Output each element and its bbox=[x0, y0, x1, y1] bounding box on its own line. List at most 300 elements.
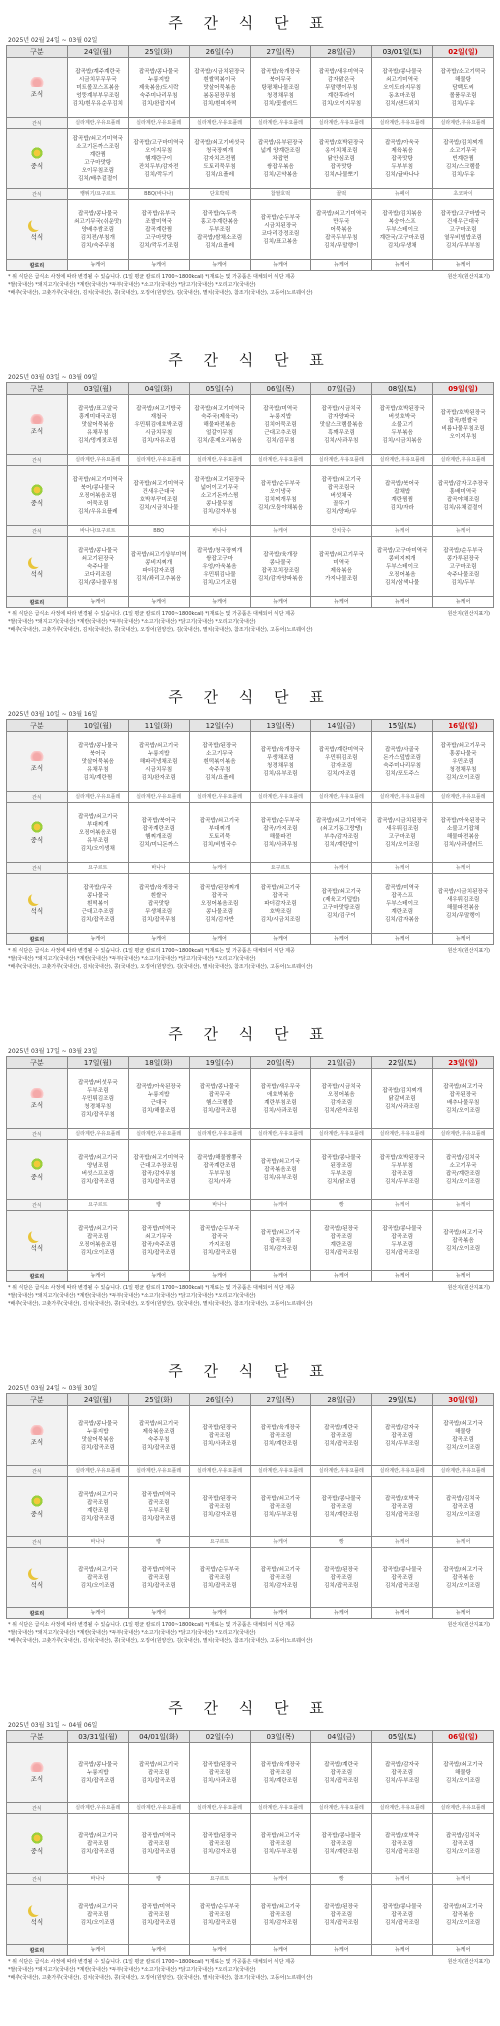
snack-morning-cell: 실라계란,우유요플레 bbox=[189, 1129, 250, 1140]
dinner-cell: 잡곡밥/콩나물국 쇠고기무국(쉬운맛) 양배추쌈조림 김치전/부침개 김치/숙주무침 bbox=[67, 200, 128, 260]
dinner-row bbox=[7, 1885, 494, 1945]
snack-morning-cell: 실라계란,우유요플레 bbox=[311, 1803, 372, 1814]
snack-afternoon-row bbox=[7, 526, 494, 537]
snack-afternoon-row bbox=[7, 1874, 494, 1885]
breakfast-label bbox=[7, 732, 68, 792]
snack-afternoon-cell: 뉴케어 bbox=[250, 526, 311, 537]
dinner-cell: 잡곡밥/청국장찌개 쌍잡고구마 우엉/아욱볶음 우민튀김나물 김치/고기조림 bbox=[189, 537, 250, 597]
snack-morning-cell: 실라계란,우유요플레 bbox=[433, 1803, 494, 1814]
dinner-cell: 잡곡밥/쇠고기국 잡곡볶음 김치/오이조림 bbox=[433, 1548, 494, 1608]
dinner-label bbox=[7, 874, 68, 934]
snack-morning-cell: 실라계란,우유요플레 bbox=[433, 455, 494, 466]
snack-afternoon-cell: 빵 bbox=[311, 1874, 372, 1885]
snack-afternoon-cell: 빵 bbox=[311, 1537, 372, 1548]
calorie-cell: 뉴케어 bbox=[372, 597, 433, 608]
dinner-cell: 잡곡밥/유부국 조쌀미역국 잡곡계란찜 고구마맛탕 김치/깍두기조림 bbox=[128, 200, 189, 260]
breakfast-label bbox=[7, 395, 68, 455]
day-header: 09일(일) bbox=[433, 383, 494, 395]
lunch-cell: 잡곡밥/쇠고기미역국 근대고추장조림 잡곡/감자무침 김치/잡곡조림 bbox=[128, 1140, 189, 1200]
calorie-cell: 뉴케어 bbox=[189, 260, 250, 271]
snack-morning-cell: 실라계란,우유요플레 bbox=[311, 1466, 372, 1477]
dinner-cell: 잡곡밥/미역국 잡곡스프 두부스테이크 계란조림 김치/감자볶음 bbox=[372, 874, 433, 934]
header-label: 구분 bbox=[7, 1731, 68, 1743]
lunch-cell: 잡곡밥/유부된장국 넓게 양계란조림 차잡면 쌍잡우볶음 김치/곤약볶음 bbox=[250, 129, 311, 189]
calorie-cell: 뉴케어 bbox=[311, 260, 372, 271]
lunch-row bbox=[7, 129, 494, 189]
lunch-cell: 잡곡밥/쇠고기국 잡곡조림 김치/두부조림 bbox=[250, 1814, 311, 1874]
snack-afternoon-cell: 뉴케어 bbox=[311, 863, 372, 874]
dinner-cell: 잡곡밥/순두부국 잡곡국 가지조림 김치/잡곡조림 bbox=[189, 1211, 250, 1271]
snack-afternoon-label-text: 간식 bbox=[32, 1539, 42, 1546]
dinner-cell: 잡곡밥/고구마밥국 건새우근대국 고구마조림 열무비빔밥조림 김치/두부부침 bbox=[433, 200, 494, 260]
header-label: 구분 bbox=[7, 1057, 68, 1069]
snack-morning-cell: 실라계란,우유요플레 bbox=[311, 455, 372, 466]
calorie-cell: 뉴케어 bbox=[433, 1945, 494, 1956]
snack-afternoon-row bbox=[7, 189, 494, 200]
breakfast-cell: 잡곡밥/육개장국 북어무국 탕평채나물조림 청경채무침 김치/꽃샐러드 bbox=[250, 58, 311, 118]
snack-morning-label-text: 간식 bbox=[32, 1805, 42, 1812]
sun-icon bbox=[30, 77, 44, 87]
breakfast-row bbox=[7, 395, 494, 455]
calorie-label-text: 칼로리 bbox=[29, 262, 45, 269]
calorie-cell: 뉴케어 bbox=[433, 1608, 494, 1619]
week-title: 주 간 식 단 표 bbox=[168, 1362, 332, 1380]
snack-afternoon-label bbox=[7, 1200, 68, 1211]
date-range: 2025년 02월 24일 ~ 03월 02일 bbox=[8, 37, 98, 44]
calorie-cell: 뉴케어 bbox=[433, 260, 494, 271]
dinner-cell: 잡곡밥/순두부국 콩가루된장국 고구마조림 숙주나물조림 김치/두부 bbox=[433, 537, 494, 597]
breakfast-cell: 잡곡밥/육개장국 무생채조림 청경채무침 김치/유부조림 bbox=[250, 732, 311, 792]
lunch-cell: 잡곡밥/콩나물국 잡곡조림 김치/계란조림 bbox=[311, 1814, 372, 1874]
note-line: *쌀(국내산) *돼지고기(국내산) *계란(국내산) *두부(국내산) *소고기(국내산) *닭고기(국내산) *오리고기(국내산) bbox=[8, 956, 256, 962]
day-header: 27일(목) bbox=[250, 46, 311, 58]
day-header: 25일(화) bbox=[128, 1394, 189, 1406]
snack-morning-cell: 실라계란,우유요플레 bbox=[189, 1803, 250, 1814]
dinner-label bbox=[7, 1548, 68, 1608]
calorie-label bbox=[7, 934, 68, 945]
week-section bbox=[6, 674, 494, 1011]
breakfast-cell: 잡곡밥/쇠고기국 잡곡된장국 배추나물무침 김치/오이조림 bbox=[433, 1069, 494, 1129]
calorie-cell: 뉴케어 bbox=[128, 1608, 189, 1619]
dinner-cell: 잡곡밥/콩나물국 잡곡조림 김치/잡곡조림 bbox=[372, 1885, 433, 1945]
snack-morning-cell: 실라계란,우유요플레 bbox=[128, 1129, 189, 1140]
lunch-cell: 잡곡밥/쇠고기국 부대찌개 도토리묵 김치/비빔국수 bbox=[189, 803, 250, 863]
snack-afternoon-cell: 꿀떡 bbox=[311, 189, 372, 200]
note-line: * 위 식단은 급식소 사정에 따라 변경될 수 있습니다. (1일 평균 칼로리 1700~1800kcal) *(재료는 및 가공품은 대체되어 식단 제공 bbox=[8, 274, 295, 280]
lunch-cell: 잡곡밥/쇠고기미역국 (쇠고기동그랑땡) 부추/감자조림 김치/계란말이 bbox=[311, 803, 372, 863]
calorie-label bbox=[7, 597, 68, 608]
calorie-cell: 뉴케어 bbox=[250, 1271, 311, 1282]
breakfast-label-text: 조식 bbox=[30, 90, 44, 98]
lunch-cell: 잡곡밥/순두부국 오이냉국 김치찌개무침 김치/모둠야채볶음 bbox=[250, 466, 311, 526]
calorie-cell: 뉴케어 bbox=[372, 260, 433, 271]
snack-morning-label bbox=[7, 1466, 68, 1477]
midday-icon bbox=[30, 147, 44, 159]
note-line: *쌀(국내산) *돼지고기(국내산) *계란(국내산) *두부(국내산) *소고기(국내산) *닭고기(국내산) *오리고기(국내산) bbox=[8, 1630, 256, 1636]
breakfast-cell: 잡곡밥/시금치국 감자양파국 맛살스크램블볶음 흑깨무조림 김치/사과무침 bbox=[311, 395, 372, 455]
breakfast-cell: 잡곡밥/쇠고기국 제육볶음조림 숙주무침 김치/잡곡조림 bbox=[128, 1406, 189, 1466]
snack-morning-cell: 실라계란,우유요플레 bbox=[433, 1466, 494, 1477]
breakfast-row bbox=[7, 1406, 494, 1466]
lunch-cell: 잡곡밥/호박된장국 두부부침 잡곡조림 김치/두부조림 bbox=[372, 1140, 433, 1200]
calorie-cell: 뉴케어 bbox=[311, 934, 372, 945]
snack-morning-cell: 실라계란,우유요플레 bbox=[67, 1803, 128, 1814]
snack-morning-label bbox=[7, 792, 68, 803]
breakfast-cell: 잡곡밥/계란국 잡곡조림 김치/잡곡조림 bbox=[311, 1406, 372, 1466]
week-title: 주 간 식 단 표 bbox=[168, 14, 332, 32]
lunch-row bbox=[7, 1814, 494, 1874]
breakfast-cell: 잡곡밥/계란미역국 우민튀김조림 감자조림 김치/자조림 bbox=[311, 732, 372, 792]
breakfast-label bbox=[7, 1069, 68, 1129]
snack-morning-cell: 실라계란,우유요플레 bbox=[433, 792, 494, 803]
day-header: 15일(토) bbox=[372, 720, 433, 732]
breakfast-label-text: 조식 bbox=[30, 764, 44, 772]
snack-afternoon-cell: 뉴케어 bbox=[250, 1874, 311, 1885]
date-range: 2025년 03월 10일 ~ 03월 16일 bbox=[8, 711, 98, 718]
day-header: 03일(월) bbox=[67, 383, 128, 395]
lunch-cell: 잡곡밥/쇠고기국 잡곡조림국 버섯채국 꼴뚜기 김치/양파/무 bbox=[311, 466, 372, 526]
dinner-row bbox=[7, 1548, 494, 1608]
calorie-row bbox=[7, 597, 494, 608]
snack-afternoon-label-text: 간식 bbox=[32, 528, 42, 535]
snack-afternoon-label bbox=[7, 1537, 68, 1548]
lunch-cell: 잡곡밥/고구마미역국 오이지무침 햄계란구이 잔치두부/감자전 김치/깍두기 bbox=[128, 129, 189, 189]
lunch-cell: 잡곡밥/콩나물국 잡곡조림 김치/계란조림 bbox=[311, 1477, 372, 1537]
dinner-label bbox=[7, 1211, 68, 1271]
breakfast-cell: 잡곡밥/김치찌개 닭갈비조림 김치/사과조림 bbox=[372, 1069, 433, 1129]
midday-icon bbox=[30, 1832, 44, 1844]
snack-morning-row bbox=[7, 1129, 494, 1140]
sun-icon bbox=[30, 1425, 44, 1435]
lunch-cell: 잡곡밥/북어국 잡곡계란조림 햄찌개조림 김치/미니돈까스 bbox=[128, 803, 189, 863]
day-header: 03일(목) bbox=[250, 1731, 311, 1743]
breakfast-label bbox=[7, 58, 68, 118]
day-header: 11일(화) bbox=[128, 720, 189, 732]
calorie-cell: 뉴케어 bbox=[128, 597, 189, 608]
breakfast-cell: 잡곡밥/쇠고기국 해물탕 김치/오이조림 bbox=[433, 1743, 494, 1803]
calorie-cell: 뉴케어 bbox=[250, 1608, 311, 1619]
lunch-label bbox=[7, 1477, 68, 1537]
note-line: * 위 식단은 급식소 사정에 따라 변경될 수 있습니다. (1일 평균 칼로리 1700~1800kcal) *(재료는 및 가공품은 대체되어 식단 제공 bbox=[8, 1959, 295, 1965]
calorie-cell: 뉴케어 bbox=[189, 1945, 250, 1956]
lunch-cell: 잡곡밥/쇠고기국 잡곡조림 계란조림 김치/잡곡조림 bbox=[67, 1477, 128, 1537]
snack-morning-cell: 실라계란,우유요플레 bbox=[433, 1129, 494, 1140]
snack-afternoon-cell: 요구르트 bbox=[250, 863, 311, 874]
snack-morning-cell: 실라계란,우유요플레 bbox=[67, 118, 128, 129]
snack-morning-row bbox=[7, 792, 494, 803]
snack-afternoon-cell: 뻥튀기/요구르트 bbox=[67, 189, 128, 200]
footer-notes bbox=[6, 608, 494, 636]
lunch-cell: 잡곡밥/쇠고기국 부대찌개 오징어볶음조림 유부조림 김치/오이생채 bbox=[67, 803, 128, 863]
snack-morning-cell: 실라계란,우유요플레 bbox=[250, 118, 311, 129]
dinner-label-text: 석식 bbox=[30, 907, 44, 915]
dinner-cell: 잡곡밥/쇠고기국 잡곡조림 오징어볶음조림 김치/오이조림 bbox=[67, 1211, 128, 1271]
snack-afternoon-cell: 빵 bbox=[128, 1874, 189, 1885]
breakfast-label-text: 조식 bbox=[30, 1775, 44, 1783]
note-line: *쌀(국내산) *돼지고기(국내산) *계란(국내산) *두부(국내산) *소고기(국내산) *닭고기(국내산) *오리고기(국내산) bbox=[8, 619, 256, 625]
date-range: 2025년 03월 03일 ~ 03월 09일 bbox=[8, 374, 98, 381]
snack-morning-cell: 실라계란,우유요플레 bbox=[311, 118, 372, 129]
dinner-cell: 잡곡밥/된장찌개 잡곡국 오징어볶음조림 콩나물조림 김치/김자반 bbox=[189, 874, 250, 934]
snack-morning-cell: 실라계란,우유요플레 bbox=[372, 1466, 433, 1477]
week-title: 주 간 식 단 표 bbox=[168, 351, 332, 369]
breakfast-cell: 잡곡밥/계란국 잡곡조림 김치/잡곡조림 bbox=[311, 1743, 372, 1803]
dinner-cell: 잡곡밥/쇠고기국 잡곡조림 김치/감자조림 bbox=[250, 1548, 311, 1608]
breakfast-cell: 잡곡밥/콩나물국 누룽지밥 김치/잡곡조림 bbox=[67, 1743, 128, 1803]
week-section bbox=[6, 337, 494, 674]
lunch-cell: 잡곡밥/쇠고기국 잡곡조림 김치/잡곡조림 bbox=[67, 1814, 128, 1874]
calorie-label-text: 칼로리 bbox=[29, 1610, 45, 1617]
breakfast-row bbox=[7, 1069, 494, 1129]
lunch-row bbox=[7, 1477, 494, 1537]
lunch-cell: 잡곡밥/김치국 잡곡조림 김치/오이조림 bbox=[433, 1814, 494, 1874]
lunch-cell: 잡곡밥/콩나물국 된장조림 두부조림 김치/닭조림 bbox=[311, 1140, 372, 1200]
calorie-label bbox=[7, 1608, 68, 1619]
dinner-cell: 잡곡밥/된장국 잡곡조림 김치/잡곡조림 bbox=[311, 1548, 372, 1608]
snack-afternoon-label bbox=[7, 1874, 68, 1885]
breakfast-label bbox=[7, 1406, 68, 1466]
dinner-cell: 잡곡밥/콩나물국 잡곡조림 김치/잡곡조림 bbox=[372, 1548, 433, 1608]
snack-morning-cell: 실라계란,우유요플레 bbox=[372, 1803, 433, 1814]
breakfast-cell: 잡곡밥/육개장국 잡곡조림 김치/계란조림 bbox=[250, 1743, 311, 1803]
origin-note: 원산지(원산지표기) bbox=[447, 1285, 490, 1291]
dinner-label-text: 석식 bbox=[30, 233, 44, 241]
footer-notes bbox=[6, 271, 494, 299]
date-range: 2025년 03월 31일 ~ 04월 06일 bbox=[8, 1722, 98, 1729]
breakfast-cell: 잡곡밥/사골국 돈가스덮밥조림 숙주미나리무침 김치/포도주스 bbox=[372, 732, 433, 792]
breakfast-cell: 잡곡밥/소고기떡국 해물탕 담백도씨 볼품무조림 김치/두유 bbox=[433, 58, 494, 118]
breakfast-cell: 잡곡밥/콩나물국 잡곡무국 햄스크램블 김치/잡곡조림 bbox=[189, 1069, 250, 1129]
day-header: 04일(금) bbox=[311, 1731, 372, 1743]
header-row bbox=[7, 720, 494, 732]
dinner-cell: 잡곡밥/된장국 잡곡조림 김치/잡곡조림 bbox=[311, 1885, 372, 1945]
lunch-label-text: 중식 bbox=[30, 836, 44, 844]
lunch-cell: 잡곡밥/호박된장국 옹이치채조림 닭안심조림 잡곡맛탕 김치/나물뽀기 bbox=[311, 129, 372, 189]
note-line: *쌀(국내산) *돼지고기(국내산) *계란(국내산) *두부(국내산) *소고기(국내산) *닭고기(국내산) *오리고기(국내산) bbox=[8, 282, 256, 288]
snack-afternoon-cell: 뉴케어 bbox=[372, 1200, 433, 1211]
snack-afternoon-cell: 뉴케어 bbox=[189, 863, 250, 874]
breakfast-cell: 잡곡밥/계주계란국 시금치무무무국 미트볼꼬스프볶음 엉뚱계부부무조림 김치/흰우유순무김치 bbox=[67, 58, 128, 118]
lunch-cell: 잡곡밥/북어국 잡채밥 계란찜찜 김치/자라 bbox=[372, 466, 433, 526]
calorie-cell: 뉴케어 bbox=[250, 597, 311, 608]
breakfast-cell: 잡곡밥/육개장국 잡곡조림 김치/계란조림 bbox=[250, 1406, 311, 1466]
breakfast-cell: 잡곡밥/된장국 소고기무국 흰떡볶이볶음 숙주무침 김치/요플레 bbox=[189, 732, 250, 792]
snack-afternoon-row bbox=[7, 863, 494, 874]
header-row bbox=[7, 46, 494, 58]
snack-morning-cell: 실라계란,우유요플레 bbox=[250, 792, 311, 803]
breakfast-cell: 잡곡밥/새우미역국 감자맑은국 무말랭이무침 계란후라이 김치/오이지무침 bbox=[311, 58, 372, 118]
breakfast-cell: 잡곡밥/된장국 잡곡조림 김치/사과조림 bbox=[189, 1406, 250, 1466]
dinner-cell: 잡곡밥/쇠고기미역국 만두국 어묵볶음 잡곡두부무침 김치/무말랭이 bbox=[311, 200, 372, 260]
lunch-cell: 잡곡밥/쇠고기국 양념조림 버섯스프조림 김치/잡곡조림 bbox=[67, 1140, 128, 1200]
calorie-label bbox=[7, 260, 68, 271]
calorie-cell: 뉴케어 bbox=[128, 1945, 189, 1956]
week-section bbox=[6, 1685, 494, 2022]
moon-icon bbox=[31, 555, 43, 567]
breakfast-cell: 잡곡밥/콩나물국 누룽지밥 맛살어묵볶음 김치/잡곡조림 bbox=[67, 1406, 128, 1466]
calorie-label-text: 칼로리 bbox=[29, 936, 45, 943]
snack-afternoon-cell: 바나나 bbox=[67, 1874, 128, 1885]
lunch-cell: 잡곡밥/아욱된장국 소불고기잡채 해물파전볶음 김치/사과샐러드 bbox=[433, 803, 494, 863]
dinner-label bbox=[7, 1885, 68, 1945]
lunch-cell: 잡곡밥/김치찌개 소고기무국 빈계란찜 김치/스크램블 김치/두유 bbox=[433, 129, 494, 189]
dinner-cell: 잡곡밥/시금치된장국 새우튀김조림 해물파전볶음 김치/무말랭이 bbox=[433, 874, 494, 934]
dinner-cell: 잡곡밥/쇠고기국 잡곡조림 김치/오이조림 bbox=[67, 1548, 128, 1608]
day-header: 29일(토) bbox=[372, 1394, 433, 1406]
dinner-cell: 잡곡밥/쇠고기상부미역 콩비지찌개 파더감자조림 김치/꽈리고추볶음 bbox=[128, 537, 189, 597]
snack-morning-cell: 실라계란,우유요플레 bbox=[67, 792, 128, 803]
snack-afternoon-cell: 뉴케어 bbox=[433, 1874, 494, 1885]
snack-morning-label-text: 간식 bbox=[32, 1468, 42, 1475]
week-section bbox=[6, 1011, 494, 1348]
note-line: *배추(국내산), 고춧가루(국내산), 김치(국내산), 콩(국내산), 오징어(원양산), 김(국내산), 멸치(국내산), 참조기(국내산), 고등어(노르웨이산) bbox=[8, 1301, 313, 1307]
lunch-label bbox=[7, 466, 68, 526]
snack-afternoon-cell: 뉴케어 bbox=[372, 1874, 433, 1885]
menu-table bbox=[6, 1730, 494, 1956]
breakfast-label bbox=[7, 1743, 68, 1803]
snack-morning-row bbox=[7, 1466, 494, 1477]
note-line: *쌀(국내산) *돼지고기(국내산) *계란(국내산) *두부(국내산) *소고기(국내산) *닭고기(국내산) *오리고기(국내산) bbox=[8, 1293, 256, 1299]
calorie-row bbox=[7, 260, 494, 271]
midday-icon bbox=[30, 1158, 44, 1170]
dinner-label-text: 석식 bbox=[30, 1581, 44, 1589]
dinner-cell: 잡곡밥/육개장 콩나물국 잡곡꼬치장조림 김치/감자양파볶음 bbox=[250, 537, 311, 597]
breakfast-cell: 잡곡밥/된장국 잡곡조림 김치/사과조림 bbox=[189, 1743, 250, 1803]
calorie-row bbox=[7, 1608, 494, 1619]
snack-morning-cell: 실라계란,우유요플레 bbox=[189, 1466, 250, 1477]
lunch-cell: 잡곡밥/쇠고기버섯국 청국장찌개 감자치즈전찜 도토리묵무침 김치/요플레 bbox=[189, 129, 250, 189]
menu-table bbox=[6, 719, 494, 945]
lunch-cell: 잡곡밥/순두부국 잡곡/가지조림 해물파전 김치/사과무침 bbox=[250, 803, 311, 863]
menu-table bbox=[6, 45, 494, 271]
calorie-cell: 뉴케어 bbox=[67, 1271, 128, 1282]
calorie-cell: 뉴케어 bbox=[67, 1608, 128, 1619]
dinner-row bbox=[7, 1211, 494, 1271]
day-header: 05일(토) bbox=[372, 1731, 433, 1743]
lunch-cell: 잡곡밥/김치국 소고기무국 잡곡/계란조림 김치/오이조림 bbox=[433, 1140, 494, 1200]
breakfast-cell: 잡곡밥/쇠고기국 해물탕 잡곡조림 김치/오이조림 bbox=[433, 1406, 494, 1466]
snack-morning-label bbox=[7, 118, 68, 129]
footer-notes bbox=[6, 945, 494, 973]
lunch-cell: 잡곡밥/쇠고기미역국 소고기돈까스조림 계란찜 고구마맛탕 오이무침조림 김치/배추겉절이 bbox=[67, 129, 128, 189]
sun-icon bbox=[30, 1088, 44, 1098]
week-title: 주 간 식 단 표 bbox=[168, 1699, 332, 1717]
dinner-label bbox=[7, 537, 68, 597]
calorie-cell: 뉴케어 bbox=[67, 934, 128, 945]
lunch-cell: 잡곡밥/시금치된장국 새우튀김조림 고구마조림 김치/오이조림 bbox=[372, 803, 433, 863]
calorie-label bbox=[7, 1271, 68, 1282]
snack-morning-cell: 실라계란,우유요플레 bbox=[128, 792, 189, 803]
moon-icon bbox=[31, 1229, 43, 1241]
snack-afternoon-cell: 빵 bbox=[311, 1200, 372, 1211]
day-header: 24일(월) bbox=[67, 46, 128, 58]
dinner-cell: 잡곡밥/녹두죽 홍고추계란볶음 두부조림 잡곡밥/쌈채소조림 김치/요플레 bbox=[189, 200, 250, 260]
snack-afternoon-row bbox=[7, 1537, 494, 1548]
snack-morning-cell: 실라계란,우유요플레 bbox=[250, 455, 311, 466]
day-header: 27일(목) bbox=[250, 1394, 311, 1406]
dinner-cell: 잡곡밥/된장국 잡곡조림 계란조림 김치/잡곡조림 bbox=[311, 1211, 372, 1271]
dinner-cell: 잡곡밥/순두부국 시금치된장국 코다리강정조림 김치/표고볶음 bbox=[250, 200, 311, 260]
day-header: 28일(금) bbox=[311, 1394, 372, 1406]
header-label: 구분 bbox=[7, 383, 68, 395]
calorie-row bbox=[7, 1945, 494, 1956]
day-header: 08일(토) bbox=[372, 383, 433, 395]
snack-afternoon-cell: 바나나 bbox=[189, 526, 250, 537]
lunch-label bbox=[7, 803, 68, 863]
snack-afternoon-cell: 뉴케어 bbox=[250, 1537, 311, 1548]
calorie-cell: 뉴케어 bbox=[372, 1608, 433, 1619]
day-header: 07일(금) bbox=[311, 383, 372, 395]
calorie-cell: 뉴케어 bbox=[128, 260, 189, 271]
snack-afternoon-label-text: 간식 bbox=[32, 191, 42, 198]
midday-icon bbox=[30, 484, 44, 496]
calorie-cell: 뉴케어 bbox=[372, 934, 433, 945]
dinner-cell: 잡곡밥/김치볶음 복숭아스프 두부스테이크 계란국/고구마조림 김치/무생채 bbox=[372, 200, 433, 260]
lunch-cell: 잡곡밥/해물짬뽕국 잡곡계란조림 두부무침 김치/사과 bbox=[189, 1140, 250, 1200]
sun-icon bbox=[30, 751, 44, 761]
dinner-cell: 잡곡밥/미역국 쇠고기무국 잡곡/숙주조림 김치/잡곡조림 bbox=[128, 1211, 189, 1271]
dinner-cell: 잡곡밥/육개장국 흰쌀국 잡곡맛탕 무생채조림 김치/잡곡무침 bbox=[128, 874, 189, 934]
snack-afternoon-cell: BBQ bbox=[128, 526, 189, 537]
breakfast-cell: 잡곡밥/콩나물국 쇠고기미역국 오이도라지무침 동초마조림 김치/샌드위치 bbox=[372, 58, 433, 118]
day-header: 06일(일) bbox=[433, 1731, 494, 1743]
day-header: 20일(목) bbox=[250, 1057, 311, 1069]
note-line: *배추(국내산), 고춧가루(국내산), 김치(국내산), 콩(국내산), 오징어(원양산), 김(국내산), 멸치(국내산), 참조기(국내산), 고등어(노르웨이산) bbox=[8, 627, 313, 633]
day-header: 30일(일) bbox=[433, 1394, 494, 1406]
snack-morning-label-text: 간식 bbox=[32, 120, 42, 127]
calorie-cell: 뉴케어 bbox=[311, 597, 372, 608]
dinner-cell: 잡곡밥/고구마미역국 콩비지찌개 두부스테이크 오징어볶음 김치/삼색나물 bbox=[372, 537, 433, 597]
snack-afternoon-cell: 뉴페이 bbox=[372, 189, 433, 200]
breakfast-cell: 잡곡밥/감자국 잡곡조림 김치/두부조림 bbox=[372, 1743, 433, 1803]
snack-afternoon-row bbox=[7, 1200, 494, 1211]
midday-icon bbox=[30, 821, 44, 833]
header-row bbox=[7, 1057, 494, 1069]
breakfast-cell: 잡곡밥/쇠고기미역국 숙주국(제육국) 해물파전볶음 얼갈이무침 김치/훈제오리볶음 bbox=[189, 395, 250, 455]
lunch-cell: 잡곡밥/쇠고기국 잡곡조림 김치/두부조림 bbox=[250, 1477, 311, 1537]
breakfast-cell: 잡곡밥/미역국 누룽지밥 김치어묵조림 근대고추조림 김치/김무침 bbox=[250, 395, 311, 455]
moon-icon bbox=[31, 1903, 43, 1915]
sun-icon bbox=[30, 414, 44, 424]
breakfast-row bbox=[7, 1743, 494, 1803]
dinner-cell: 잡곡밥/쇠고기국 잡곡볶음 김치/오이조림 bbox=[433, 1885, 494, 1945]
snack-morning-cell: 실라계란,우유요플레 bbox=[433, 118, 494, 129]
breakfast-cell: 잡곡밥/아욱된장국 누룽지밥 근대국 김치/해물조림 bbox=[128, 1069, 189, 1129]
snack-afternoon-label-text: 간식 bbox=[32, 1876, 42, 1883]
moon-icon bbox=[31, 1566, 43, 1578]
day-header: 22일(토) bbox=[372, 1057, 433, 1069]
day-header: 05일(수) bbox=[189, 383, 250, 395]
day-header: 06일(목) bbox=[250, 383, 311, 395]
note-line: *배추(국내산), 고춧가루(국내산), 김치(국내산), 콩(국내산), 오징어(원양산), 김(국내산), 멸치(국내산), 참조기(국내산), 고등어(노르웨이산) bbox=[8, 964, 313, 970]
snack-afternoon-cell: 뉴케어 bbox=[433, 1200, 494, 1211]
calorie-cell: 뉴케어 bbox=[189, 934, 250, 945]
snack-afternoon-cell: 바나나 bbox=[189, 1200, 250, 1211]
moon-icon bbox=[31, 218, 43, 230]
lunch-cell: 잡곡밥/호박국 잡곡조림 김치/잡곡조림 bbox=[372, 1814, 433, 1874]
origin-note: 원산지(원산지표기) bbox=[447, 948, 490, 954]
snack-morning-cell: 실라계란,우유요플레 bbox=[372, 1129, 433, 1140]
breakfast-cell: 잡곡밥/버섯무국 두부조림 우민튀김조림 청경채무침 김치/잡곡무침 bbox=[67, 1069, 128, 1129]
snack-afternoon-cell: 뉴케어 bbox=[433, 526, 494, 537]
breakfast-cell: 잡곡밥/쇠고기국 잡곡조림 김치/잡곡조림 bbox=[128, 1743, 189, 1803]
calorie-cell: 뉴케어 bbox=[189, 597, 250, 608]
lunch-cell: 잡곡밥/쇠고기국 잡곡볶음조림 김치/유부조림 bbox=[250, 1140, 311, 1200]
breakfast-cell: 잡곡밥/콩나물국 북어국 맛살어묵볶음 유채무침 김치/계란찜 bbox=[67, 732, 128, 792]
dinner-row bbox=[7, 874, 494, 934]
dinner-cell: 잡곡밥/순두부국 잡곡조림 김치/잡곡조림 bbox=[189, 1548, 250, 1608]
snack-morning-cell: 실라계란,우유요플레 bbox=[372, 792, 433, 803]
